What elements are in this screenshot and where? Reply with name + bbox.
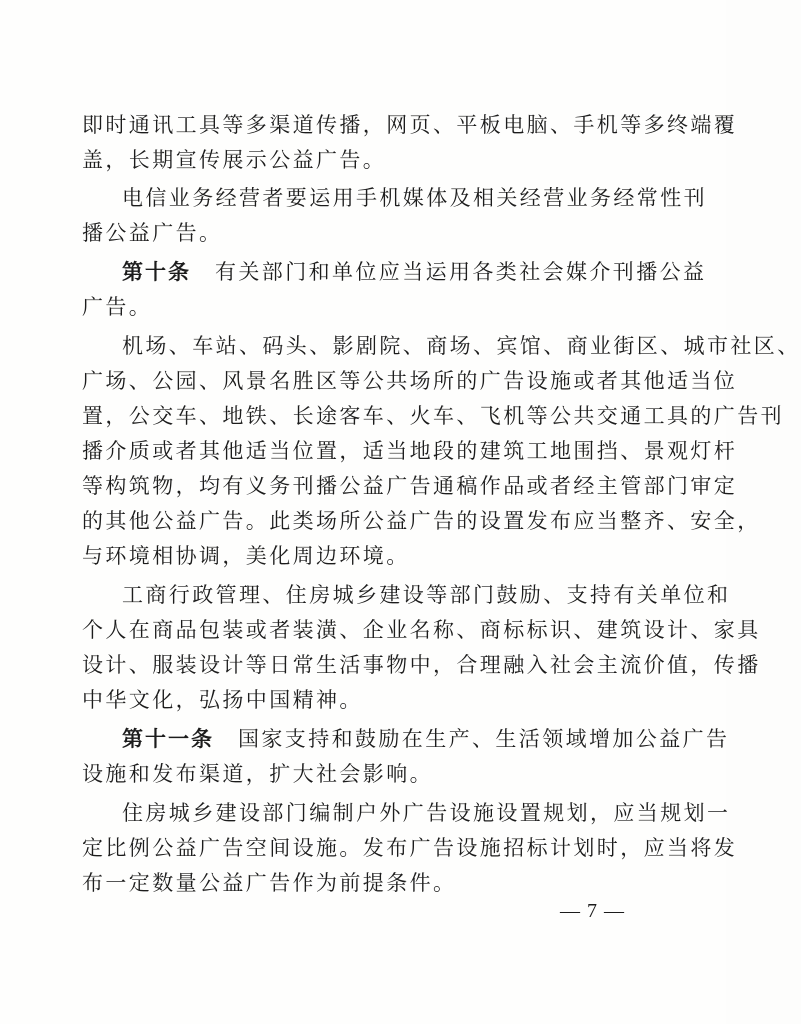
paragraph-line: 设施和发布渠道，扩大社会影响。 (82, 762, 433, 786)
paragraph-line: 布一定数量公益广告作为前提条件。 (82, 871, 457, 895)
paragraph-line: 播介质或者其他适当位置，适当地段的建筑工地围挡、景观灯杆 (82, 439, 738, 463)
paragraph-line: 置，公交车、地铁、长途客车、火车、飞机等公共交通工具的广告刊 (82, 404, 784, 428)
page-number: — 7 — (560, 900, 625, 922)
article-ten-line (122, 255, 706, 289)
paragraph-line: 等构筑物，均有义务刊播公益广告通稿作品或者经主管部门审定 (82, 474, 738, 498)
article-ten-text: 有关部门和单位应当运用各类社会媒介刊播公益 (215, 260, 707, 284)
paragraph-line: 盖，长期宣传展示公益广告。 (82, 148, 387, 172)
paragraph-line: 定比例公益广告空间设施。发布广告设施招标计划时，应当将发 (82, 836, 738, 860)
paragraph-line: 个人在商品包装或者装潢、企业名称、商标标识、建筑设计、家具 (82, 618, 761, 642)
paragraph-line: 电信业务经营者要运用手机媒体及相关经营业务经常性刊 (122, 186, 707, 210)
paragraph-line: 即时通讯工具等多渠道传播，网页、平板电脑、手机等多终端覆 (82, 113, 738, 137)
article-eleven-text: 国家支持和鼓励在生产、生活领域增加公益广告 (238, 727, 730, 751)
paragraph-line: 广场、公园、风景名胜区等公共场所的广告设施或者其他适当位 (82, 369, 738, 393)
article-ten-heading: 第十条 (122, 259, 191, 284)
paragraph-line: 机场、车站、码头、影剧院、商场、宾馆、商业街区、城市社区、 (122, 334, 801, 358)
article-eleven-line (122, 722, 729, 756)
article-eleven-heading: 第十一条 (122, 726, 214, 751)
paragraph-line: 工商行政管理、住房城乡建设等部门鼓励、支持有关单位和 (122, 583, 731, 607)
paragraph-line: 住房城乡建设部门编制户外广告设施设置规划，应当规划一 (122, 801, 731, 825)
paragraph-line: 播公益广告。 (82, 221, 223, 245)
paragraph-line: 的其他公益广告。此类场所公益广告的设置发布应当整齐、安全， (82, 509, 761, 533)
paragraph-line: 广告。 (82, 295, 153, 319)
paragraph-line: 与环境相协调，美化周边环境。 (82, 544, 410, 568)
paragraph-line: 设计、服装设计等日常生活事物中，合理融入社会主流价值，传播 (82, 653, 761, 677)
paragraph-line: 中华文化，弘扬中国精神。 (82, 688, 363, 712)
